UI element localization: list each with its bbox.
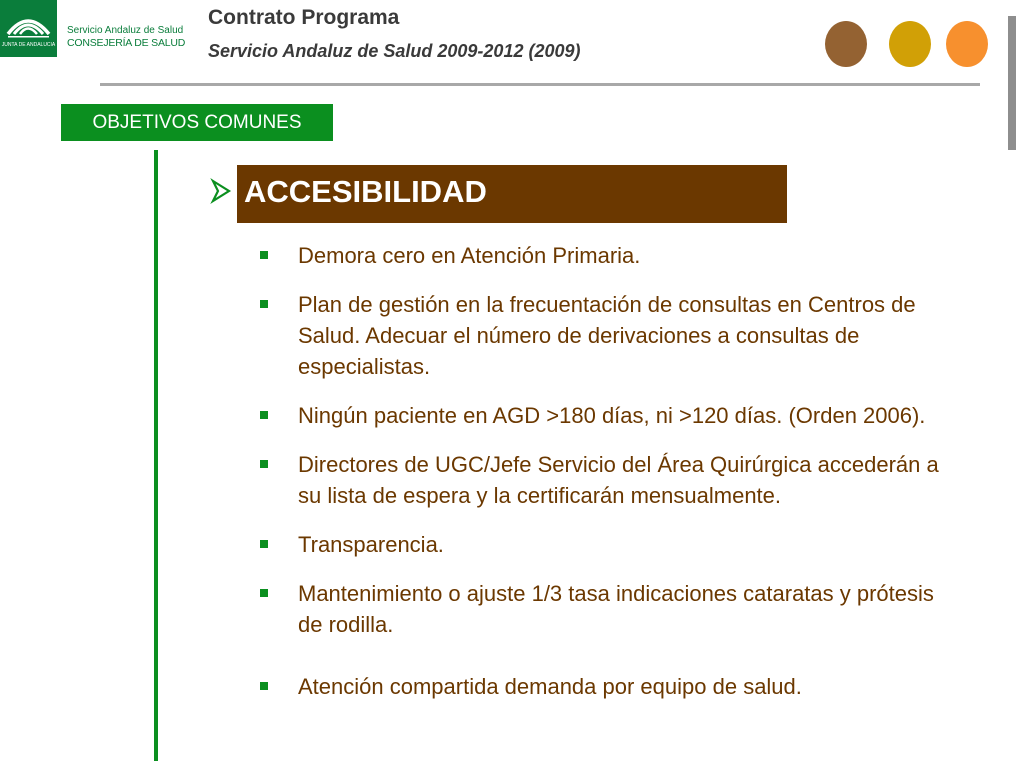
square-bullet-icon <box>260 460 268 468</box>
list-item-text: Ningún paciente en AGD >180 días, ni >120 días. (Orden 2006). <box>298 403 926 428</box>
list-item <box>298 449 958 511</box>
list-item <box>298 240 958 271</box>
square-bullet-icon <box>260 589 268 597</box>
section-heading-text: ACCESIBILIDAD <box>244 174 487 209</box>
decor-dot-gold <box>889 21 931 67</box>
square-bullet-icon <box>260 411 268 419</box>
list-item-text: Demora cero en Atención Primaria. <box>298 243 641 268</box>
list-item <box>298 529 958 560</box>
page-title: Contrato Programa <box>208 6 400 29</box>
decor-dot-orange <box>946 21 988 67</box>
list-item <box>298 289 958 382</box>
page-subtitle: Servicio Andaluz de Salud 2009-2012 (2009) <box>208 41 581 61</box>
square-bullet-icon <box>260 540 268 548</box>
list-item-text: Transparencia. <box>298 532 444 557</box>
decor-dot-brown <box>825 21 867 67</box>
list-item <box>298 578 958 640</box>
list-item-text: Directores de UGC/Jefe Servicio del Área Quirúrgica accederán a su lista de espera y la certificarán mensualmente. <box>298 452 939 508</box>
logo-line-service: Servicio Andaluz de Salud <box>67 25 184 36</box>
objective-list <box>298 240 958 720</box>
list-item-text: Mantenimiento o ajuste 1/3 tasa indicaciones cataratas y prótesis de rodilla. <box>298 581 934 637</box>
emblem-text: JUNTA DE ANDALUCIA <box>1 42 56 48</box>
list-item-text: Plan de gestión en la frecuentación de consultas en Centros de Salud. Adecuar el número de derivaciones a consultas de especialistas. <box>298 292 916 379</box>
square-bullet-icon <box>260 300 268 308</box>
section-tag: OBJETIVOS COMUNES <box>61 104 333 141</box>
square-bullet-icon <box>260 682 268 690</box>
list-item <box>298 671 958 702</box>
list-item-text: Atención compartida demanda por equipo de salud. <box>298 674 802 699</box>
right-edge-bar <box>1008 16 1016 150</box>
square-bullet-icon <box>260 251 268 259</box>
logo-line-ministry: CONSEJERÍA DE SALUD <box>67 37 186 49</box>
section-heading <box>237 165 787 223</box>
andalucia-emblem-icon <box>0 0 57 57</box>
logo-text <box>67 24 185 50</box>
list-item <box>298 400 958 431</box>
vertical-divider <box>154 150 158 761</box>
junta-andalucia-logo <box>0 0 57 57</box>
header-divider <box>100 83 980 86</box>
arrow-bullet-icon <box>208 178 234 204</box>
